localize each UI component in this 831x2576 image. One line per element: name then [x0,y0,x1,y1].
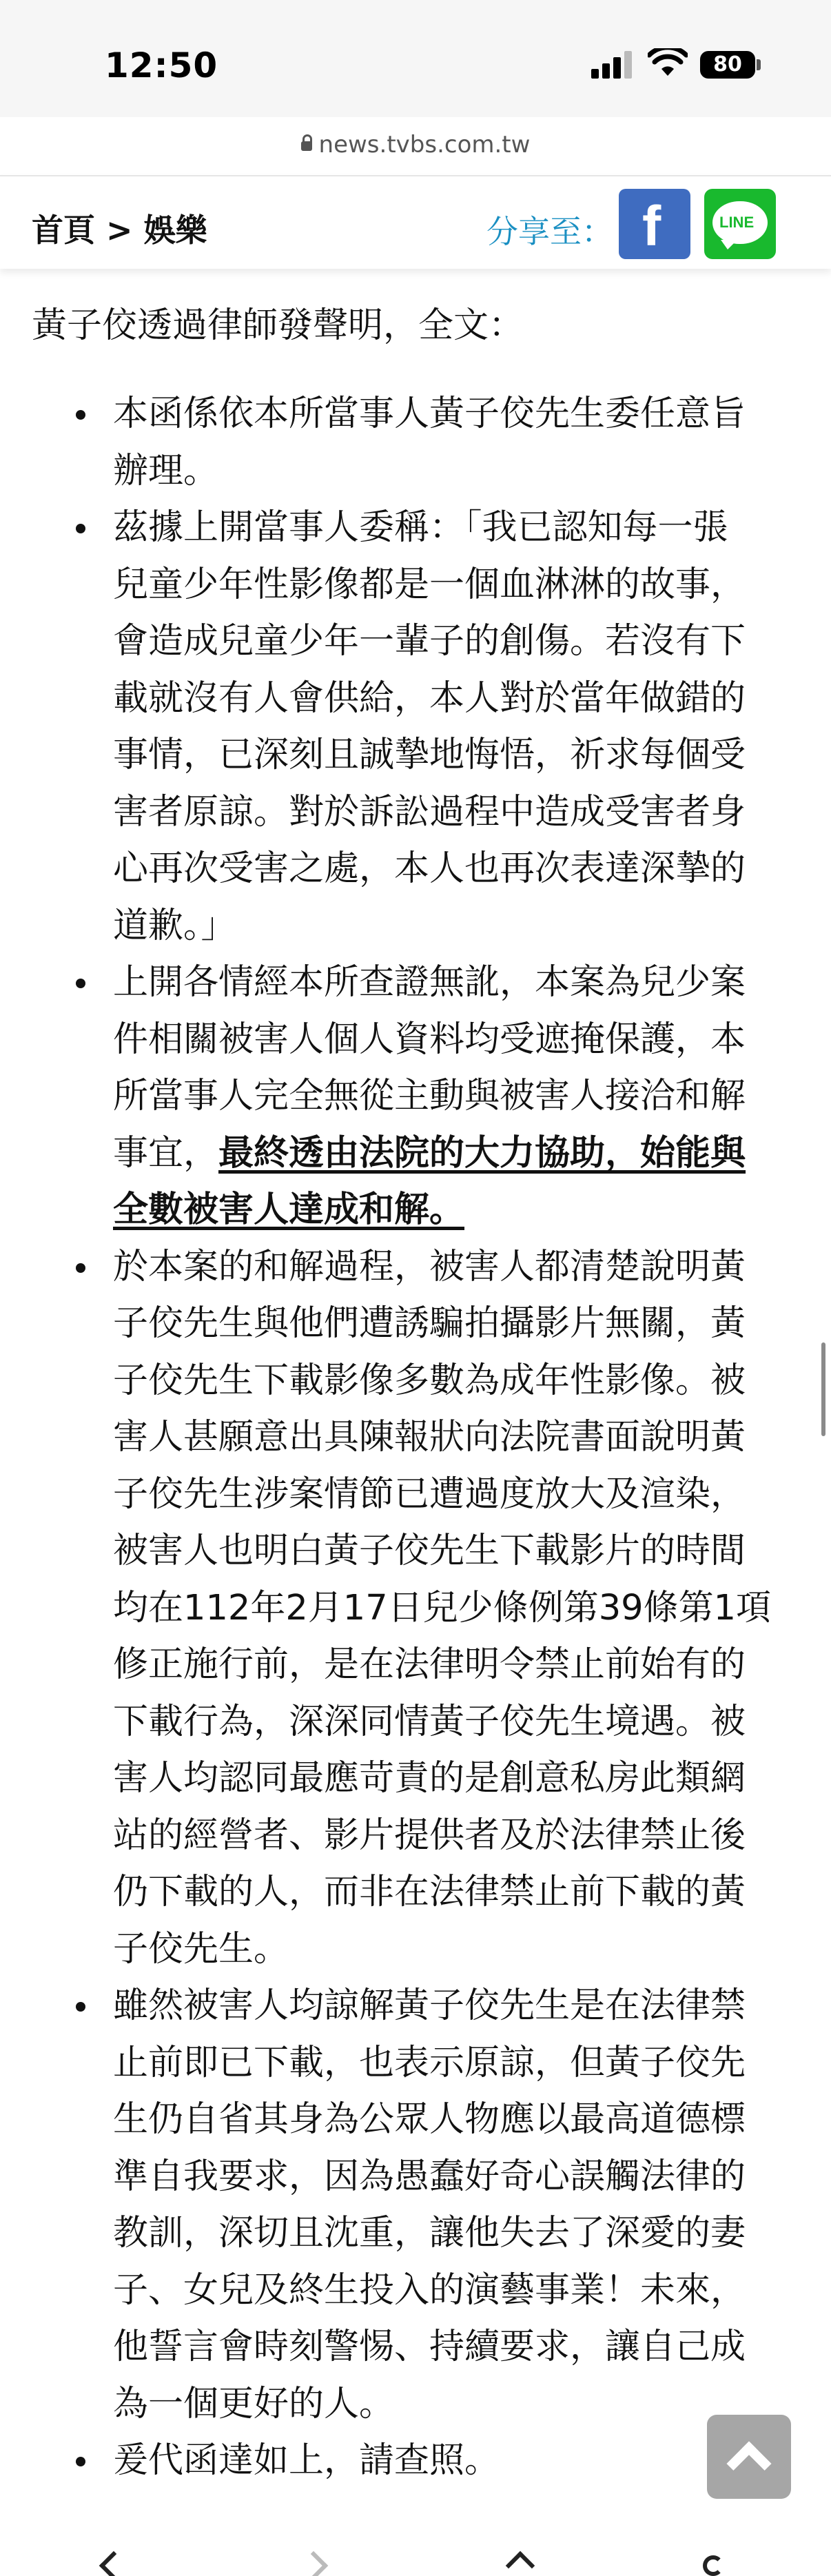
text-line: 本函係依本所當事人黃子佼先生委任意旨 [113,393,746,434]
back-icon[interactable] [99,2551,128,2576]
back-to-top-button[interactable] [707,2415,791,2499]
text-line: 止前即已下載，也表示原諒，但黃子佼先 [113,2042,746,2083]
text-line: 均在112年2月17日兒少條例第39條第1項 [113,1587,772,1628]
emphasized-text: 最終透由法院的大力協助，始能與 [218,1132,746,1174]
bullet-dot [76,524,85,533]
chevron-up-icon [726,2441,771,2486]
statement-list [0,386,831,2490]
text-line: 辦理。 [113,450,219,491]
line-icon-label: LINE [719,214,755,231]
line-share-button[interactable] [704,189,776,259]
cellular-signal-icon [591,50,633,79]
text-line: 於本案的和解過程，被害人都清楚說明黃 [113,1246,746,1287]
text-line: 害人均認同最應苛責的是創意私房此類網 [113,1758,746,1799]
bullet-dot [76,2457,85,2466]
battery-icon: 80 [700,51,755,79]
text-line: 子佼先生。 [113,1928,289,1970]
bullet-dot [76,2002,85,2012]
status-time: 12:50 [105,45,218,85]
text-line: 被害人也明白黃子佼先生下載影片的時間 [113,1531,746,1571]
site-header [0,175,831,269]
article-intro: 黃子佼透過律師發聲明，全文： [32,305,524,346]
text-line: 修正施行前，是在法律明令禁止前始有的 [113,1644,746,1685]
address-bar[interactable] [0,131,831,159]
facebook-share-button[interactable] [619,189,690,259]
text-line: 教訓，深切且沈重，讓他失去了深愛的妻 [113,2213,746,2253]
list-item [0,954,831,1239]
text-line: 雖然被害人均諒解黃子佼先生是在法律禁 [113,1985,746,2026]
share-label: 分享至： [486,213,613,250]
text-line: 兒童少年性影像都是一個血淋淋的故事， [113,564,746,605]
scrollbar[interactable] [821,1342,825,1436]
text-line: 會造成兒童少年一輩子的創傷。若沒有下 [113,621,746,662]
share-icon[interactable] [506,2551,535,2576]
text-line: 道歉。」 [113,905,236,946]
text-line: 子、女兒及終生投入的演藝事業！未來， [113,2269,746,2311]
text-line-mixed [113,1125,783,1183]
wifi-icon [648,48,688,79]
text-line: 上開各情經本所查證無訛，本案為兒少案 [113,962,746,1003]
text-line: 準自我要求，因為愚蠢好奇心誤觸法律的 [113,2156,746,2197]
bullet-dot [76,410,85,420]
battery-cap [757,59,761,70]
bullet-dot [76,1263,85,1273]
text-line: 下載行為，深深同情黃子佼先生境遇。被 [113,1701,746,1742]
text-line: 他誓言會時刻警惕、持續要求，讓自己成 [113,2327,746,2367]
text-line: 所當事人完全無從主動與被害人接洽和解 [113,1076,746,1116]
text-line: 害人甚願意出具陳報狀向法院書面說明黃 [113,1417,746,1458]
plain-text: 事宜， [113,1132,219,1174]
emphasized-text: 全數被害人達成和解。 [113,1189,465,1230]
text-line: 子佼先生與他們遭誘騙拍攝影片無關，黃 [113,1303,746,1344]
status-bar [0,0,831,159]
text-line: 茲據上開當事人委稱：「我已認知每一張 [113,507,728,548]
text-line: 生仍自省其身為公眾人物應以最高道德標 [113,2099,746,2140]
bullet-dot [76,979,85,988]
list-item [0,1239,831,1979]
list-item [0,500,831,954]
text-line: 載就沒有人會供給，本人對於當年做錯的 [113,677,746,719]
text-line: 子佼先生下載影像多數為成年性影像。被 [113,1360,746,1401]
breadcrumb[interactable]: 首頁 > 娛樂 [32,212,207,249]
text-line: 站的經營者、影片提供者及於法律禁止後 [113,1815,746,1856]
lock-icon [301,141,312,151]
forward-icon[interactable] [299,2551,328,2576]
list-item [0,1978,831,2433]
text-line: 爰代函達如上，請查照。 [113,2440,500,2481]
text-line: 為一個更好的人。 [113,2383,395,2424]
history-icon[interactable] [703,2555,724,2576]
text-line: 心再次受害之處，本人也再次表達深摯的 [113,848,746,889]
facebook-icon: f [642,195,661,258]
text-line-emphasized [113,1182,783,1239]
text-line: 仍下載的人，而非在法律禁止前下載的黃 [113,1872,746,1912]
text-line: 子佼先生涉案情節已遭過度放大及渲染， [113,1473,746,1515]
text-line: 害者原諒。對於訴訟過程中造成受害者身 [113,791,746,832]
list-item [0,386,831,500]
url-text: news.tvbs.com.tw [318,131,531,159]
browser-toolbar [0,2550,831,2576]
text-line: 事情，已深刻且誠摯地悔悟，祈求每個受 [113,735,746,775]
text-line: 件相關被害人個人資料均受遮掩保護，本 [113,1019,746,1060]
line-icon-tail [721,240,737,249]
